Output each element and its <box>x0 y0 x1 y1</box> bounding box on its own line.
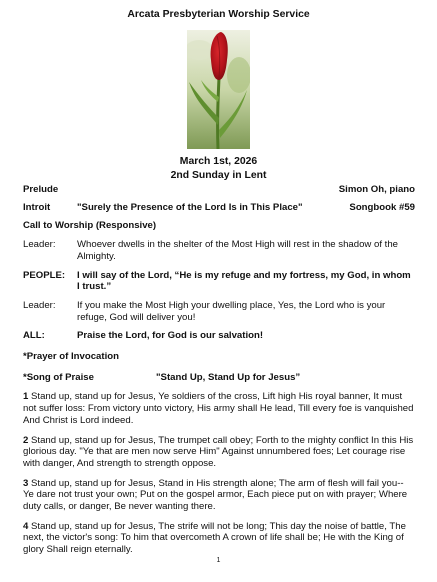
verse-text: Stand up, stand up for Jesus, Stand in His strength alone; The arm of flesh will fail you-- Ye dare not trust your own; Put on the gospel armor, Each piece put on with prayer; Where duty calls, or danger, Be never wanting there. <box>23 477 408 513</box>
song-title: "Stand Up, Stand Up for Jesus” <box>156 371 301 383</box>
verse-text: Stand up, stand up for Jesus, The strife will not be long; This day the noise of battle, The next, the victor's song: To him that overcometh A crown of life shall be; He with the King of glory Shall reign eternally. <box>23 520 406 556</box>
response-text: If you make the Most High your dwelling place, Yes, the Lord who is your refuge, God will deliver you! <box>77 299 386 323</box>
verse-text: Stand up, stand up for Jesus, The trumpet call obey; Forth to the mighty conflict In this His glorious day. "Ye that are men now serve Him" Against unnumbered foes; Let courage rise with danger, And strength to strength oppose. <box>23 434 414 469</box>
verse-number: 3 <box>23 477 29 489</box>
introit-source: Songbook #59 <box>349 201 415 213</box>
speaker-label: PEOPLE: <box>23 269 66 281</box>
verse-number: 4 <box>23 520 29 532</box>
verse-number: 2 <box>23 434 29 446</box>
tulip-image <box>187 30 250 149</box>
responsive-line-leader-1 <box>23 239 415 262</box>
tulip-photo <box>187 30 250 149</box>
verse-text: Stand up, stand up for Jesus, Ye soldiers of the cross, Lift high His royal banner, It must not suffer loss: From victory unto victory, His army shall He lead, Till every foe is vanquished And Christ is Lord indeed. <box>23 391 414 426</box>
order-of-worship <box>23 184 415 556</box>
prayer-of-invocation: *Prayer of Invocation <box>23 351 119 363</box>
song-of-praise-row <box>23 372 415 384</box>
hymn-verse <box>23 391 415 426</box>
speaker-label: ALL: <box>23 330 45 342</box>
introit-title: "Surely the Presence of the Lord Is in This Place" <box>77 201 303 213</box>
service-title: Arcata Presbyterian Worship Service <box>127 9 310 20</box>
liturgical-day: 2nd Sunday in Lent <box>170 170 267 181</box>
prelude-performer: Simon Oh, piano <box>338 184 415 195</box>
hymn-verse <box>23 521 415 556</box>
responsive-line-people <box>23 270 415 293</box>
introit-label: Introit <box>23 201 51 213</box>
responsive-line-all <box>23 330 415 342</box>
call-to-worship-heading: Call to Worship (Responsive) <box>23 220 157 232</box>
song-label: *Song of Praise <box>23 371 94 383</box>
speaker-label: Leader: <box>23 299 56 311</box>
service-date: March 1st, 2026 <box>179 156 258 167</box>
verse-number: 1 <box>23 391 29 403</box>
page-number: 1 <box>216 557 221 564</box>
hymn-verse <box>23 435 415 470</box>
responsive-line-leader-2 <box>23 300 415 323</box>
response-text: Praise the Lord, for God is our salvation! <box>77 330 264 342</box>
response-text: I will say of the Lord, “He is my refuge and my fortress, my God, in whom I trust.” <box>77 269 411 293</box>
prelude-label: Prelude <box>23 184 59 195</box>
response-text: Whoever dwells in the shelter of the Most High will rest in the shadow of the Almighty. <box>77 239 399 262</box>
speaker-label: Leader: <box>23 239 56 251</box>
prelude-row <box>23 184 415 196</box>
introit-row <box>23 202 415 214</box>
hymn-verse <box>23 478 415 513</box>
